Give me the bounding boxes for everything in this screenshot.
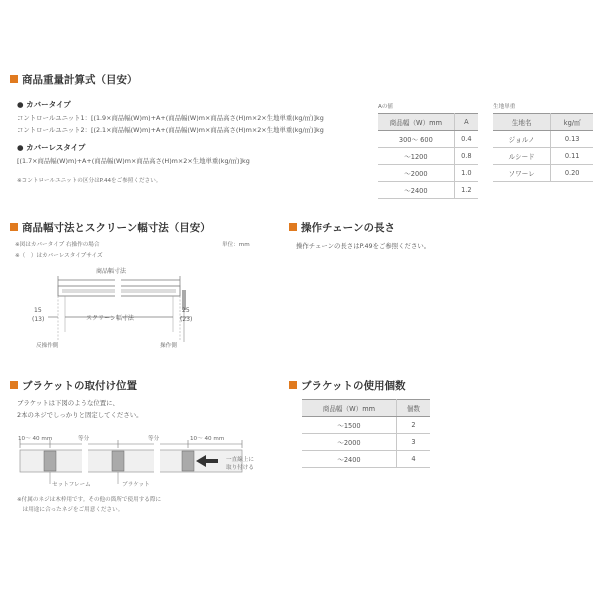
bracket-text-2: 2本のネジでしっかりと固定してください。 [17,411,143,419]
chain-section-title: 操作チェーンの長さ [289,220,395,235]
table-row: ～1500 2 [302,417,430,434]
a-value-table [378,113,478,199]
bracket-label: ブラケット [122,482,150,488]
cover-type-label: ● カバータイプ [17,100,71,109]
table-row: ～2000 3 [302,434,430,451]
section-marker-icon [10,381,18,389]
bracket-count-table [302,399,430,468]
table-row: ジョルノ 0.13 [493,131,593,148]
fabric-table-caption: 生地単重 [493,104,516,110]
width-section-title: 商品幅寸法とスクリーン幅寸法（目安） [10,220,211,235]
width-note-2: ※（ ）はカバーレスタイプサイズ [15,253,103,259]
section-marker-icon [10,75,18,83]
weight-section-title: 商品重量計算式（目安） [10,72,138,87]
left-side-label: 反操作側 [36,343,59,349]
table-row: ～2000 1.0 [378,165,478,182]
table-row: ソワーレ 0.20 [493,165,593,182]
bracket-text-1: ブラケットは下図のような位置に、 [17,399,119,407]
bracket-dim-right: 10～ 40 mm [190,436,225,442]
width-diagram [10,262,270,352]
right-dim-alt-value: (23) [180,316,193,323]
width-unit: 単位：mm [222,242,250,248]
bracket-shape [44,451,56,471]
table-row: ～1200 0.8 [378,148,478,165]
bracket-dim-left: 10～ 40 mm [18,436,53,442]
width-note-1: ※図はカバータイプ 右操作の場合 [15,242,100,248]
bracket-note-1: ※付属のネジは木枠用です。その他の箇所で使用する際に [17,497,162,503]
a-table-caption: Aの値 [378,104,394,110]
bracket-equal-1: 等分 [78,436,90,442]
section-marker-icon [10,223,18,231]
coverless-type-label: ● カバーレスタイプ [17,143,86,152]
coverless-formula: [(1.7×商品幅(W)m)+A+(商品幅(W)m×商品高さ(H)m×2×生地単重(kg/㎡)]kg [17,157,250,165]
bracket-position-section-title: ブラケットの取付け位置 [10,378,137,393]
chain-text: 操作チェーンの長さはP.49をご参照ください。 [296,242,431,250]
bracket-shape [112,451,124,471]
left-dim-alt-value: (13) [32,316,45,323]
arrow-label-1: 一直線上に [226,457,254,463]
screen-width-label: スクリーン幅寸法 [86,315,134,322]
set-frame-label: セットフレーム [52,482,91,488]
fabric-weight-table [493,113,593,182]
right-side-label: 操作側 [160,343,177,349]
left-dim-value: 15 [34,307,42,314]
table-row: ～2400 1.2 [378,182,478,199]
bracket-note-2: は用途に合ったネジをご用意ください。 [17,507,124,513]
bracket-table-header-width: 商品幅（W）mm [302,400,396,417]
a-table-header-a: A [454,114,478,131]
product-width-label: 商品幅寸法 [96,268,127,275]
arrow-label-2: 取り付ける [226,465,254,471]
bracket-count-section-title: ブラケットの使用個数 [289,378,405,393]
fabric-table-header-weight: kg/㎡ [551,114,593,131]
bracket-equal-2: 等分 [148,436,160,442]
a-table-header-width: 商品幅（W）mm [378,114,454,131]
cover-formula-1: コントロールユニット1：[(1.9×商品幅(W)m)+A+(商品幅(W)m×商品高さ(H)m×2×生地単重(kg/㎡)]kg [17,114,324,122]
table-row: ルシード 0.11 [493,148,593,165]
fabric-table-header-name: 生地名 [493,114,551,131]
table-row: 300～ 600 0.4 [378,131,478,148]
bracket-shape [182,451,194,471]
table-row: ～2400 4 [302,451,430,468]
cover-formula-2: コントロールユニット2：[(2.1×商品幅(W)m)+A+(商品幅(W)m×商品高さ(H)m×2×生地単重(kg/㎡)]kg [17,126,324,134]
weight-note: ※コントロールユニットの区分はP.44をご参照ください。 [17,178,162,184]
bracket-table-header-count: 個数 [396,400,430,417]
right-dim-value: 25 [182,307,190,314]
section-marker-icon [289,223,297,231]
section-marker-icon [289,381,297,389]
